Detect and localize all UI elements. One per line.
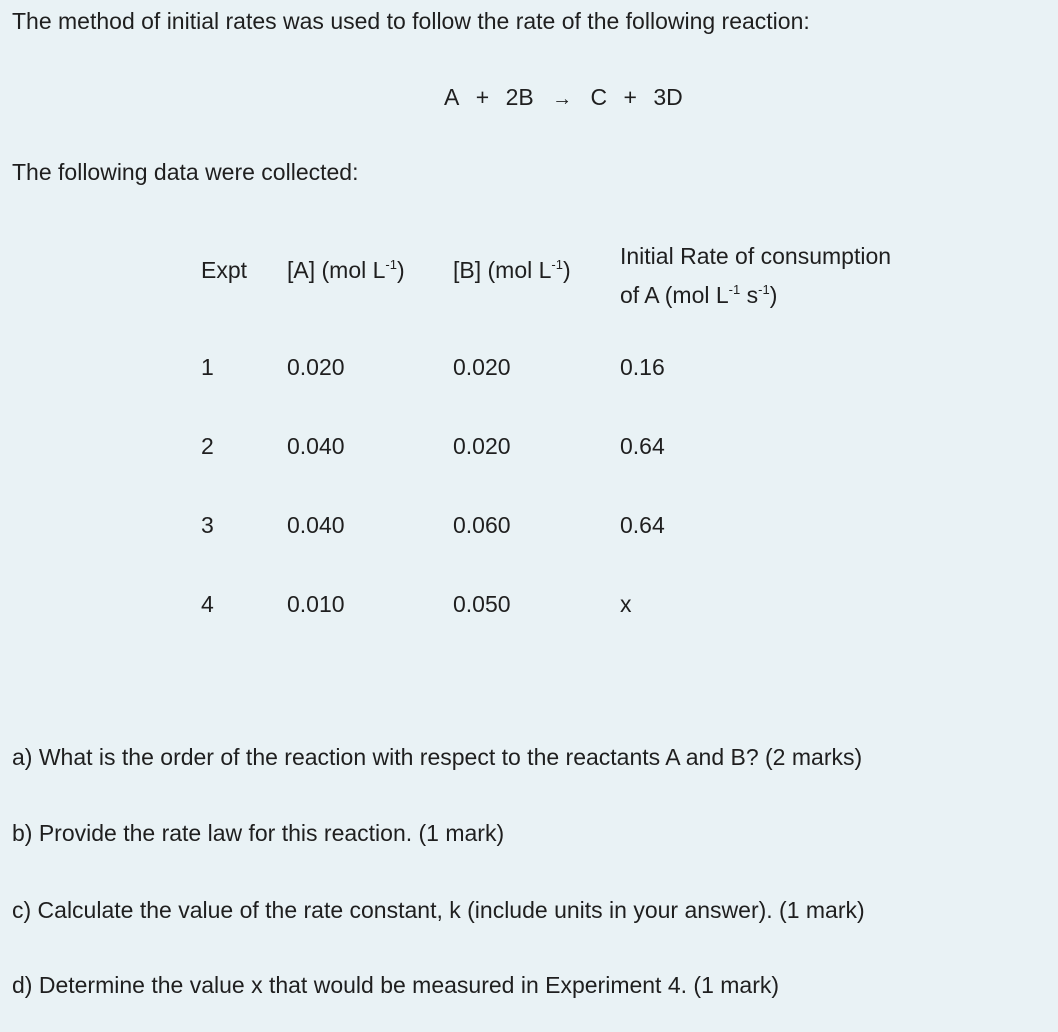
question-c: c) Calculate the value of the rate constant, k (include units in your answer). (1 mark) [12,897,865,923]
cell-rate: x [620,591,632,617]
question-a: a) What is the order of the reaction with respect to the reactants A and B? (2 marks) [12,744,863,770]
product-d: 3D [653,84,683,110]
cell-expt: 4 [201,591,214,617]
cell-expt: 1 [201,354,214,380]
question-b: b) Provide the rate law for this reaction. (1 mark) [12,820,505,846]
question-d: d) Determine the value x that would be measured in Experiment 4. (1 mark) [12,972,780,998]
cell-expt: 2 [201,433,214,459]
reactant-b: 2B [505,84,534,110]
cell-expt: 3 [201,512,214,538]
cell-conc-b: 0.050 [453,591,511,617]
cell-conc-b: 0.020 [453,433,511,459]
plus-sign: + [623,84,637,110]
cell-conc-b: 0.060 [453,512,511,538]
header-conc-b: [B] (mol $L^{-1}$) [453,257,571,283]
reactant-a: A [444,84,460,110]
plus-sign: + [475,84,490,110]
cell-rate: 0.64 [620,433,665,459]
header-initial-rate: Initial Rate of consumption of A (mol $L^{-1}$ $s^{-1}$) [620,243,892,308]
header-expt: Expt [201,257,248,283]
cell-conc-a: 0.010 [287,591,345,617]
reaction-equation [444,84,683,111]
cell-rate: 0.16 [620,354,665,380]
cell-conc-a: 0.040 [287,512,345,538]
intro-text: The method of initial rates was used to follow the rate of the following reaction: [12,8,810,34]
reaction-arrow-icon: → [552,88,573,110]
cell-conc-b: 0.020 [453,354,511,380]
cell-conc-a: 0.040 [287,433,345,459]
product-c: C [590,84,608,110]
cell-rate: 0.64 [620,512,665,538]
cell-conc-a: 0.020 [287,354,345,380]
data-intro-text: The following data were collected: [12,159,359,185]
header-conc-a: [A] (mol $L^{-1}$) [287,257,405,283]
